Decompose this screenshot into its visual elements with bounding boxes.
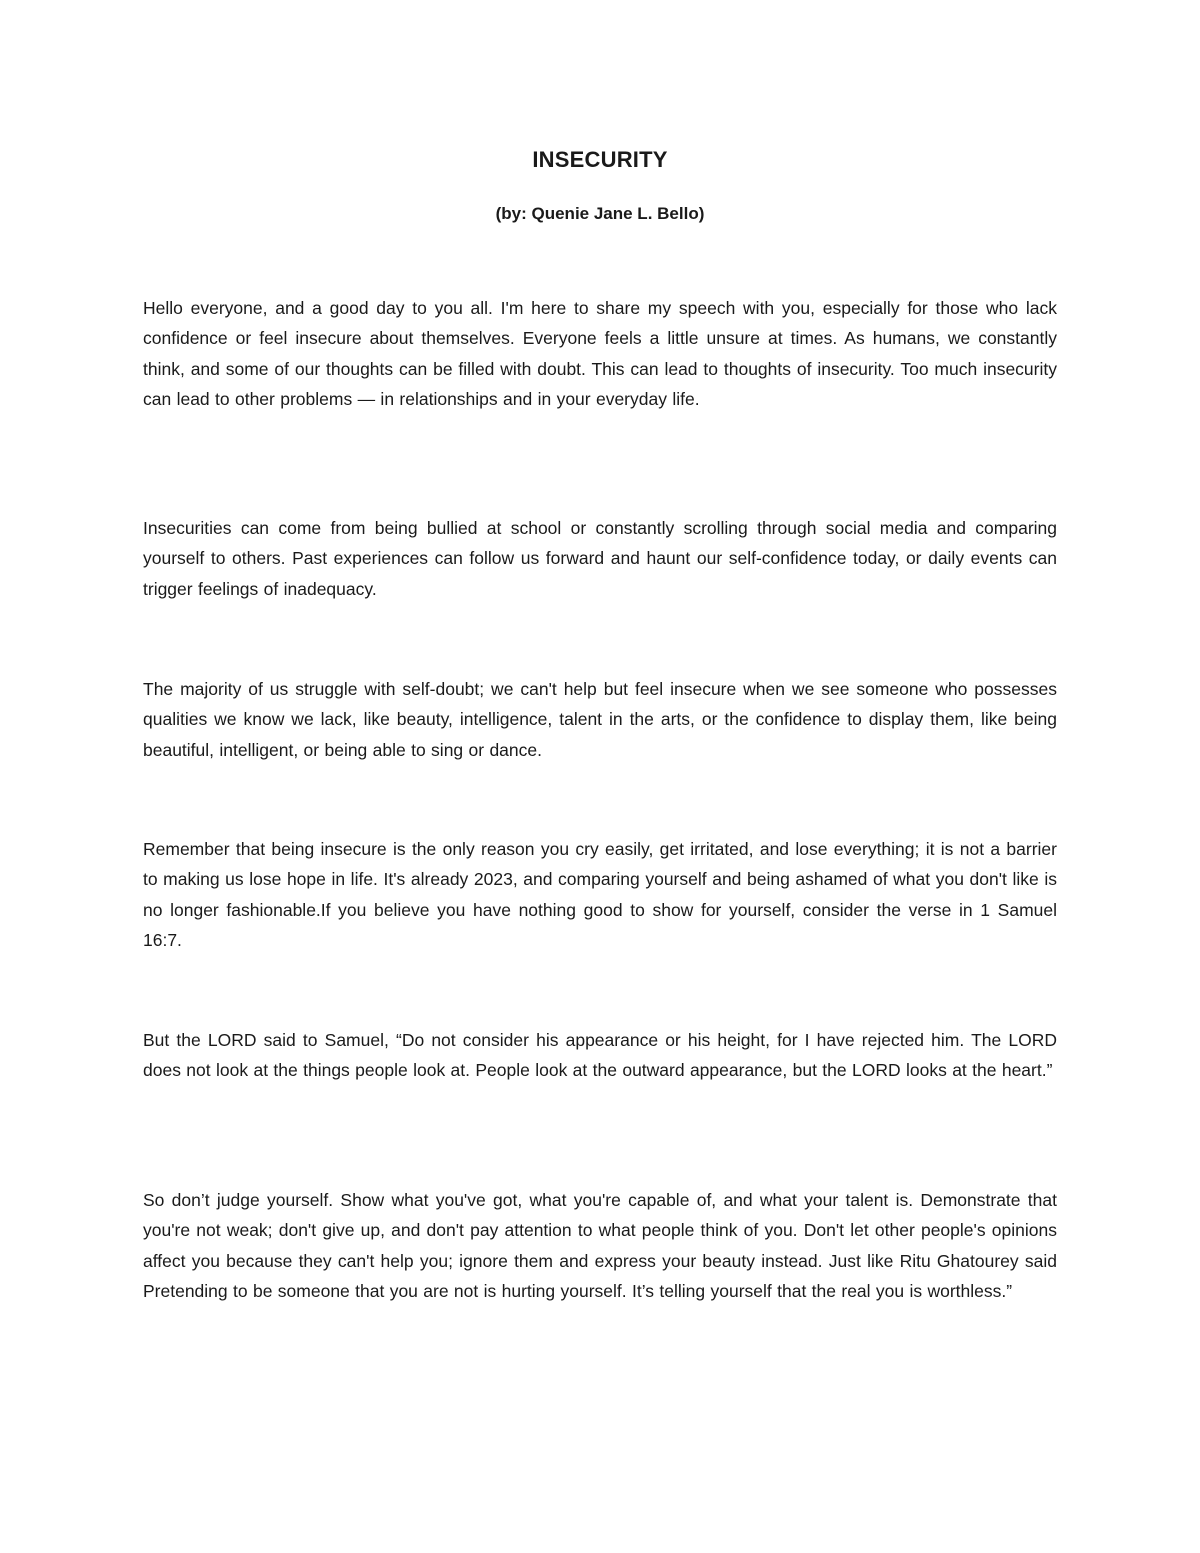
paragraph-self-doubt: The majority of us struggle with self-doubt; we can't help but feel insecure when we see someone who possesses qualities we know we lack, like beauty, intelligence, talent in the arts, or the confidence to display them, like being beautiful, intelligent, or being able to sing or dance. bbox=[143, 679, 1057, 760]
paragraph-conclusion: So don’t judge yourself. Show what you've got, what you're capable of, and what your talent is. Demonstrate that you're not weak; don't give up, and don't pay attention to what people think of you. Don't let other people's opinions affect you because they can't help you; ignore them and express your beauty instead. Just like Ritu Ghatourey said Pretending to be someone that you are not is hurting yourself. It’s telling yourself that the real you is worthless.” bbox=[143, 1190, 1057, 1301]
document-title: INSECURITY bbox=[532, 147, 668, 172]
paragraph-causes: Insecurities can come from being bullied at school or constantly scrolling through social media and comparing yourself to others. Past experiences can follow us forward and haunt our self-confidence today, or daily events can trigger feelings of inadequacy. bbox=[143, 518, 1057, 599]
paragraph-remember: Remember that being insecure is the only reason you cry easily, get irritated, and lose everything; it is not a barrier to making us lose hope in life. It's already 2023, and comparing yourself and being ashamed of what you don't like is no longer fashionable.If you believe you have nothing good to show for yourself, consider the verse in 1 Samuel 16:7. bbox=[143, 839, 1057, 950]
paragraph-verse-quote: But the LORD said to Samuel, “Do not consider his appearance or his height, for I have rejected him. The LORD does not look at the things people look at. People look at the outward appearance, but the LORD looks at the heart.” bbox=[143, 1030, 1057, 1081]
paragraph-intro: Hello everyone, and a good day to you all. I'm here to share my speech with you, especially for those who lack confidence or feel insecure about themselves. Everyone feels a little unsure at times. As humans, we constantly think, and some of our thoughts can be filled with doubt. This can lead to thoughts of insecurity. Too much insecurity can lead to other problems — in relationships and in your everyday life. bbox=[143, 298, 1057, 409]
document-byline: (by: Quenie Jane L. Bello) bbox=[495, 204, 705, 223]
